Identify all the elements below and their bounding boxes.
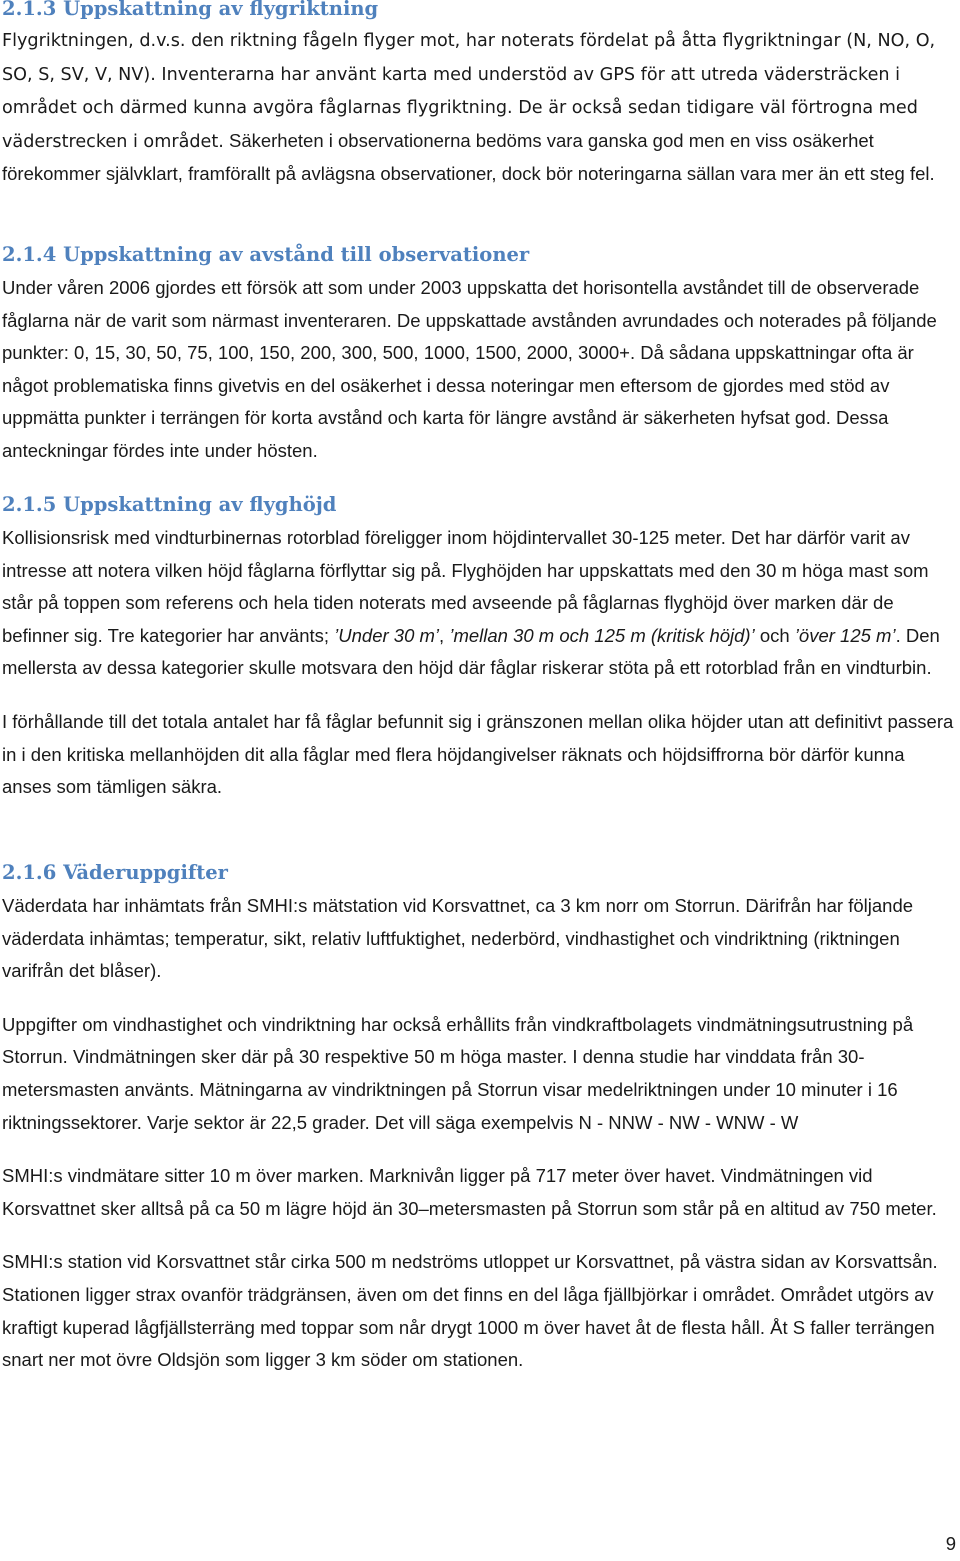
paragraph: Väderdata har inhämtats från SMHI:s mätstation vid Korsvattnet, ca 3 km norr om Storrun. Därifrån har följande väderdata inhämtas; temperatur, sikt, relativ luftfuktighet, nederbörd, vindhastighet och vindriktning (riktningen varifrån det blåser). [2,895,914,982]
separator-text: , [439,624,450,646]
paragraph-text: Kollisionsrisk med vindturbinernas rotorblad föreligger inom höjdintervallet 30-125 meter. Det har därför varit av intresse att notera vilken höjd fåglarna förflyttar sig på. Flyghöjden har uppskattats med den 30 m höga mast som står på toppen som referens och hela tiden noterats med avseende på fåglarnas flyghöjd över marken där de befinner sig. Tre kategorier har använts; [2,527,929,646]
section-heading: 2.1.5 Uppskattning av flyghöjd [2,493,337,516]
height-category: ’Under 30 m’ [334,624,440,646]
page-number: 9 [945,1533,956,1554]
paragraph: SMHI:s station vid Korsvattnet står cirka 500 m nedströms utloppet ur Korsvattnet, på västra sidan av Korsvattsån. Stationen ligger strax ovanför trädgränsen, även om det finns en del låga fjällbjörkar i området. Området utgörs av kraftigt kuperad lågfjällsterräng med toppar som når drygt 1000 m över havet åt de flesta håll. Åt S faller terrängen snart ner mot övre Oldsjön som ligger 3 km söder om stationen. [2,1251,938,1371]
paragraph: Under våren 2006 gjordes ett försök att som under 2003 uppskatta det horisontella avståndet till de observerade fåglarna när de varit som närmast inventeraren. De uppskattade avstånden avrundades och noterades på följande punkter: 0, 15, 30, 50, 75, 100, 150, 200, 300, 500, 1000, 1500, 2000, 3000+. Då sådana uppskattningar ofta är något problematiska finns givetvis en del osäkerhet i dessa noteringar men eftersom de gjordes med stöd av uppmätta punkter i terrängen för korta avstånd och karta för längre avstånd är säkerheten hyfsat god. Dessa anteckningar fördes inte under hösten. [2,277,937,461]
height-category: ’över 125 m’ [794,624,896,646]
height-category: ’mellan 30 m och 125 m (kritisk höjd)’ [449,624,755,646]
paragraph [2,522,958,685]
section-distance [2,242,958,468]
paragraph: SMHI:s vindmätare sitter 10 m över marken. Marknivån ligger på 717 meter över havet. Vindmätningen vid Korsvattnet sker alltså på ca 50 m lägre höjd än 30–metersmasten på Storrun som står på en altitud av 750 meter. [2,1165,937,1219]
paragraph-text: Flygriktningen, d.v.s. den riktning fågeln flyger mot, har noterats fördelat på åtta flygriktningar (N, NO, O, SO, S, SV, V, NV). Inventerarna har använt karta med understöd av GPS för att utreda vädersträcken i området och därmed kunna avgöra fåglarnas flygriktning. De är också sedan tidigare väl förtrogna med väderstrecken i området. [2,31,936,152]
section-heading: 2.1.4 Uppskattning av avstånd till observationer [2,243,530,266]
section-weather [2,860,958,1377]
paragraph-text: . Den mellersta av dessa kategorier skulle motsvara den höjd där fåglar riskerar stöta på ett rotorblad från en vindturbin. [2,624,940,679]
paragraph: Uppgifter om vindhastighet och vindriktning har också erhållits från vindkraftbolagets vindmätningsutrustning på Storrun. Vindmätningen sker där på 30 respektive 50 m höga master. I denna studie har vinddata från 30-metersmasten använts. Mätningarna av vindriktningen på Storrun visar medelriktningen under 10 minuter i 16 riktningssektorer. Varje sektor är 22,5 grader. Det vill säga exempelvis N - NNW - NW - WNW - W [2,1013,914,1133]
paragraph [2,24,958,191]
paragraph-text: Säkerheten i observationerna bedöms vara ganska god men en viss osäkerhet förekommer självklart, framförallt på avlägsna observationer, dock bör noteringarna sällan vara mer än ett steg fel. [2,129,935,185]
paragraph: I förhållande till det totala antalet har få fåglar befunnit sig i gränszonen mellan olika höjder utan att definitivt passera in i den kritiska mellanhöjden dit alla fåglar med flera höjdangivelser räknats och höjdsiffrorna bör därför kunna anses som tämligen säkra. [2,710,954,798]
section-heading: 2.1.6 Väderuppgifter [2,861,228,884]
separator-text: och [754,624,795,646]
section-flight-height [2,492,958,804]
section-heading: 2.1.3 Uppskattning av flygriktning [2,0,379,20]
